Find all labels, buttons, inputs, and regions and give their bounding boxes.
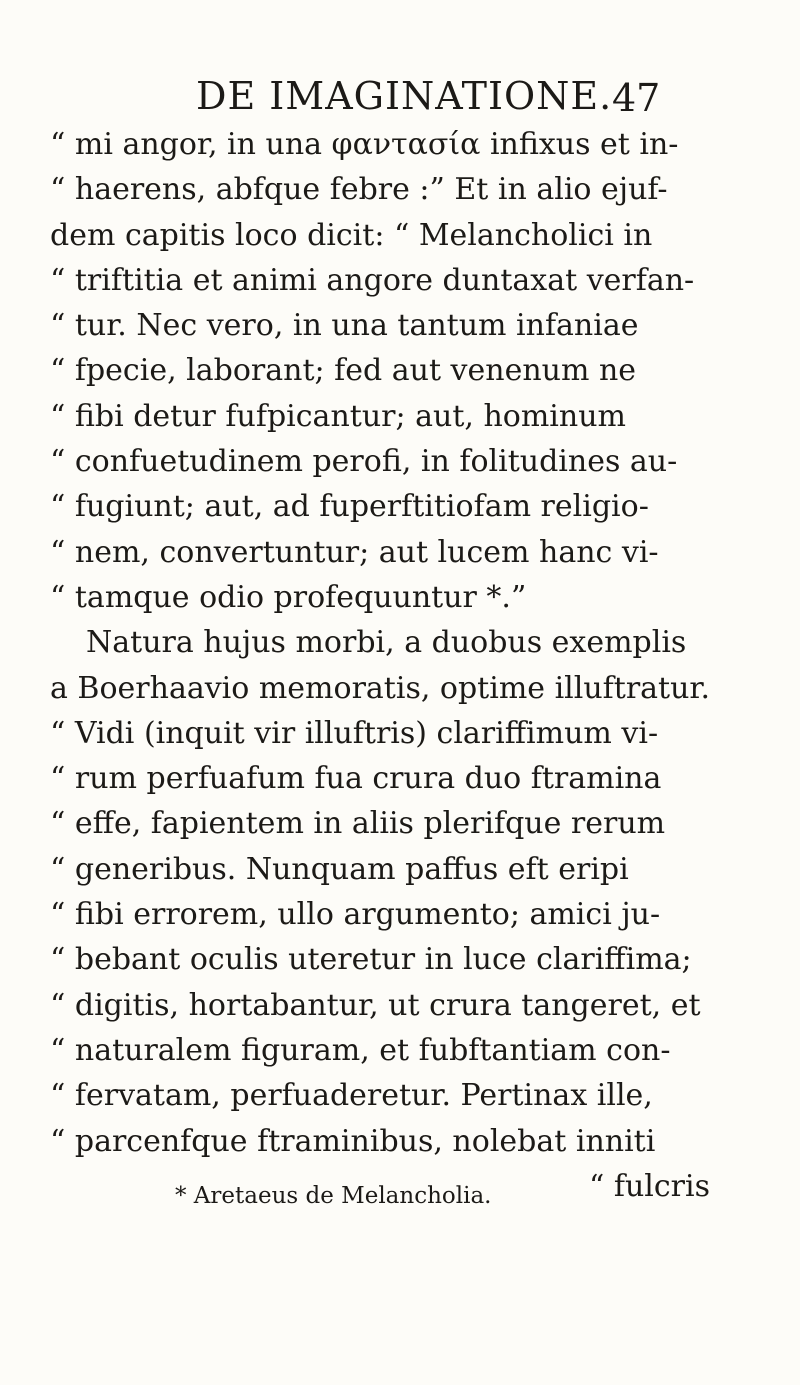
text-line: dem capitis loco dicit: “ Melancholici in [50, 217, 653, 253]
text-line: “ Vidi (inquit vir illuftris) clariffimum vi- [50, 715, 659, 751]
text-line: “ fibi detur fufpicantur; aut, hominum [50, 398, 626, 434]
text-line: “ bebant oculis uteretur in luce clariffima; [50, 942, 692, 978]
text-line: “ nem, convertuntur; aut lucem hanc vi- [50, 534, 659, 570]
text-line: “ fibi errorem, ullo argumento; amici ju- [50, 897, 661, 933]
text-line: “ effe, fapientem in aliis plerifque rerum [50, 806, 666, 842]
text-line: “ tamque odio profequuntur *.” [50, 579, 527, 615]
text-line: “ parcenfque ftraminibus, nolebat inniti [50, 1123, 656, 1159]
text-line: “ fpecie, laborant; fed aut venenum ne [50, 353, 637, 389]
page-header [0, 74, 800, 124]
text-line: “ fugiunt; aut, ad fuperftitiofam religio- [50, 489, 649, 525]
text-line: “ rum perfuafum fua crura duo ftramina [50, 761, 662, 797]
text-line: a Boerhaavio memoratis, optime illuftratur. [50, 670, 711, 706]
text-line: “ confuetudinem perofi, in folitudines au- [50, 444, 678, 480]
text-line: “ mi angor, in una φαντασία infixus et in- [50, 127, 679, 162]
text-line: “ triftitia et animi angore duntaxat verfan- [50, 262, 695, 298]
footnote: * Aretaeus de Melancholia. [175, 1183, 492, 1209]
body-text [50, 122, 720, 1209]
text-line: “ naturalem figuram, et fubftantiam con- [50, 1032, 671, 1068]
text-line: “ digitis, hortabantur, ut crura tangeret, et [50, 987, 701, 1023]
text-line: “ fervatam, perfuaderetur. Pertinax ille, [50, 1078, 653, 1114]
text-line: “ tur. Nec vero, in una tantum infaniae [50, 308, 639, 344]
page-number: 47 [612, 76, 661, 120]
running-head: DE IMAGINATIONE. [196, 74, 613, 118]
catchword: “ fulcris [588, 1168, 710, 1204]
text-line: Natura hujus morbi, a duobus exemplis [86, 625, 687, 661]
text-line: “ generibus. Nunquam paffus eft eripi [50, 851, 629, 887]
text-line: “ haerens, abfque febre :” Et in alio ejuf- [50, 172, 668, 208]
